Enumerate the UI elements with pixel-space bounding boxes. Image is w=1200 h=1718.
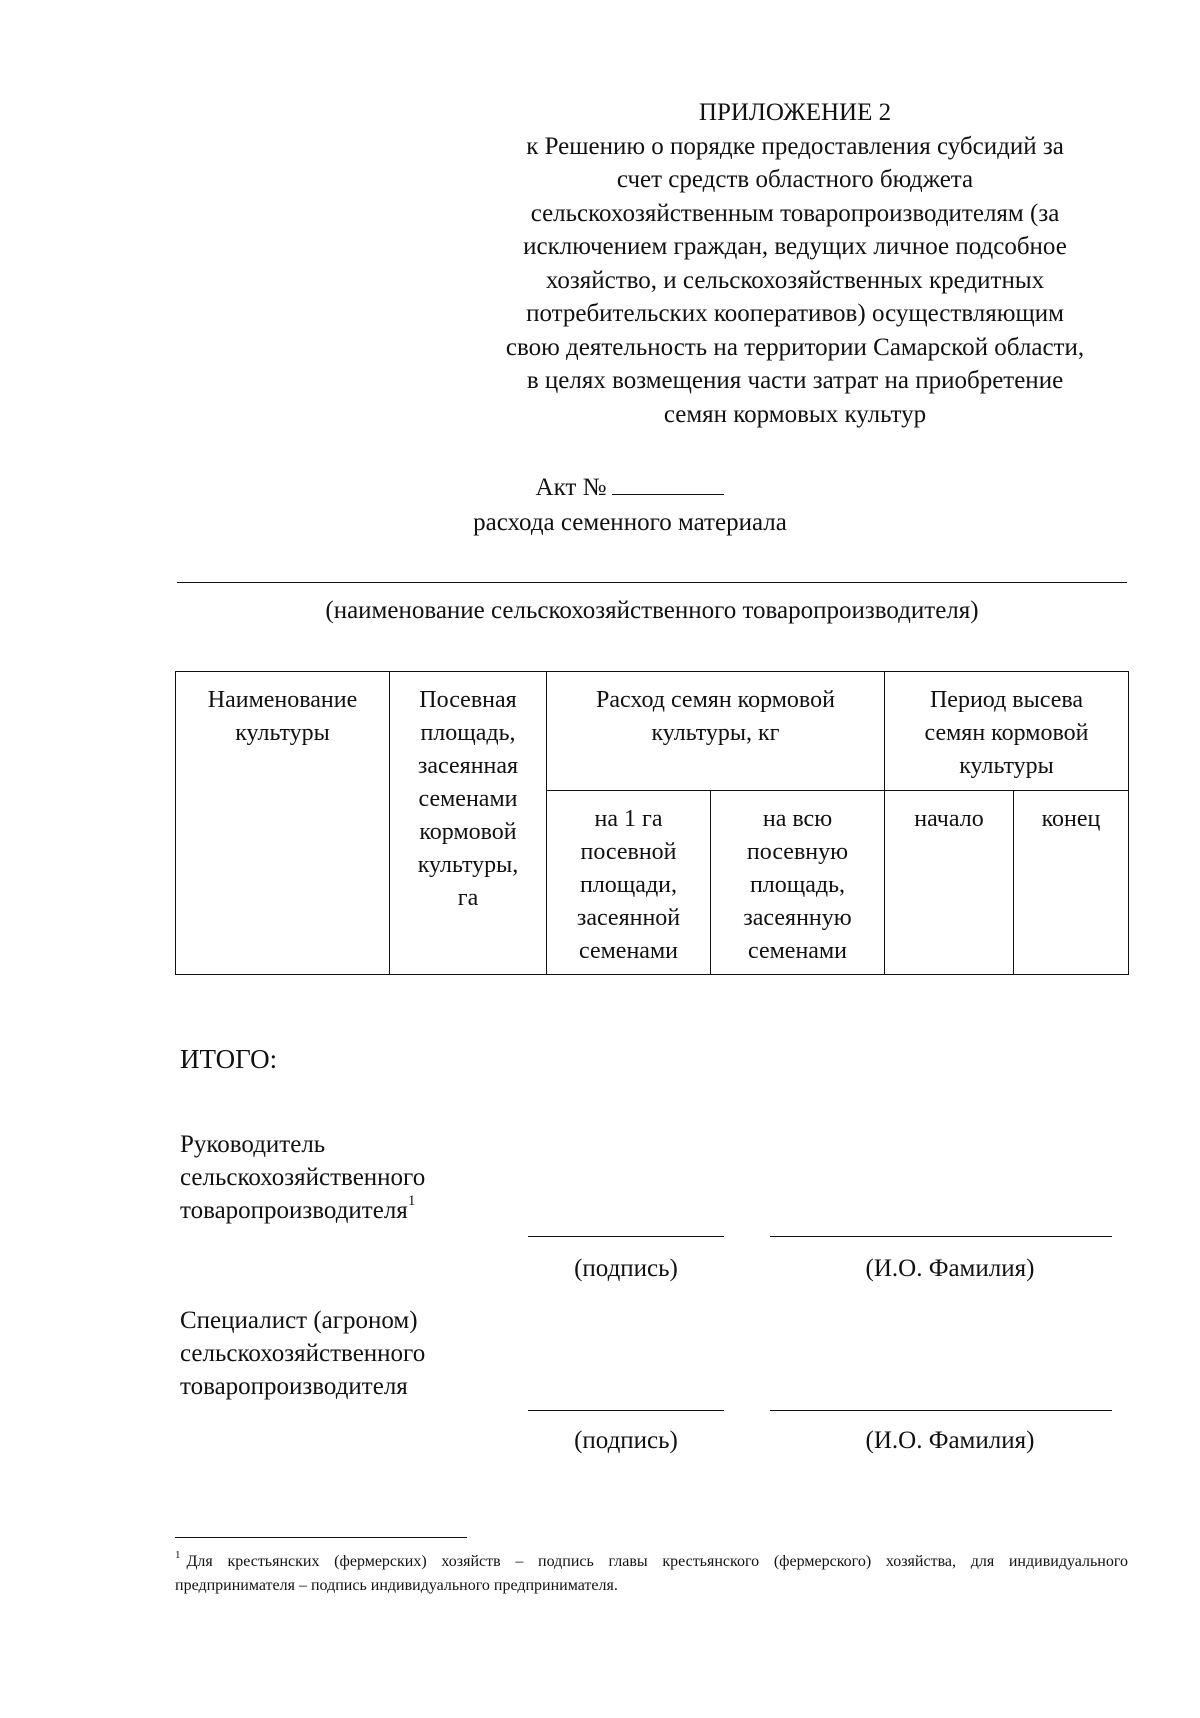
footnote-number: 1 xyxy=(175,1549,181,1561)
appendix-line: исключением граждан, ведущих личное подсобное xyxy=(523,233,1067,260)
name-blank[interactable] xyxy=(770,1410,1112,1411)
header-total-area: на всю посевную площадь, засеянную семенами xyxy=(711,791,885,975)
footnote-mark: 1 xyxy=(407,1193,416,1209)
appendix-line: к Решению о порядке предоставления субсидий за xyxy=(526,132,1064,160)
producer-name-blank[interactable] xyxy=(177,582,1127,583)
header-sowing-period: Период высева семян кормовой культуры xyxy=(885,672,1129,791)
appendix-line: счет средств областного бюджета xyxy=(616,166,974,193)
signature-caption: (подпись) xyxy=(574,1427,678,1454)
act-number-blank[interactable] xyxy=(612,472,724,495)
header-per-hectare: на 1 га посевной площади, засеянной семенами xyxy=(547,791,711,975)
signature-caption: (подпись) xyxy=(574,1255,678,1282)
name-caption: (И.О. Фамилия) xyxy=(865,1427,1035,1454)
act-subtitle: расхода семенного материала xyxy=(473,509,787,536)
footnote-text: Для крестьянских (фермерских) хозяйств – подпись главы крестьянского (фермерского) хозяйства, для индивидуального предпринимателя – подпись индивидуального предпринимателя. xyxy=(175,1553,1128,1594)
footnote-rule xyxy=(175,1537,467,1538)
name-caption: (И.О. Фамилия) xyxy=(865,1255,1035,1282)
total-label: ИТОГО: xyxy=(180,1044,278,1074)
header-period-end: конец xyxy=(1014,791,1129,975)
appendix-title: ПРИЛОЖЕНИЕ 2 xyxy=(698,99,892,126)
seed-consumption-table xyxy=(175,671,1129,975)
signer-head: Руководитель сельскохозяйственного товаропроизводителя$^1$ xyxy=(180,1131,426,1224)
signer-agronomist: Специалист (агроном) сельскохозяйственного товаропроизводителя xyxy=(180,1307,426,1400)
appendix-line: в целях возмещения части затрат на приобретение xyxy=(526,367,1064,394)
name-blank[interactable] xyxy=(770,1236,1112,1237)
appendix-line: сельскохозяйственным товаропроизводителям (за xyxy=(530,199,1060,227)
header-seed-consumption: Расход семян кормовой культуры, кг xyxy=(547,672,885,791)
appendix-line: свою деятельность на территории Самарской области, xyxy=(505,333,1085,361)
header-crop-name: Наименование культуры xyxy=(176,672,390,975)
appendix-line: хозяйство, и сельскохозяйственных кредитных xyxy=(545,266,1045,294)
header-period-start: начало xyxy=(885,791,1014,975)
producer-caption: (наименование сельскохозяйственного товаропроизводителя) xyxy=(325,597,979,624)
act-number-row xyxy=(420,470,840,505)
appendix-line: семян кормовых культур xyxy=(663,400,927,428)
act-title xyxy=(420,470,840,540)
footnote xyxy=(175,1550,1128,1598)
signature-blank[interactable] xyxy=(528,1236,724,1237)
appendix-line: потребительских кооперативов) осуществляющим xyxy=(526,300,1064,327)
appendix-header xyxy=(455,96,1135,431)
header-sown-area: Посевная площадь, засеянная семенами кормовой культуры, га xyxy=(390,672,547,975)
act-number-label: Акт № xyxy=(535,474,607,501)
signature-blank[interactable] xyxy=(528,1410,724,1411)
